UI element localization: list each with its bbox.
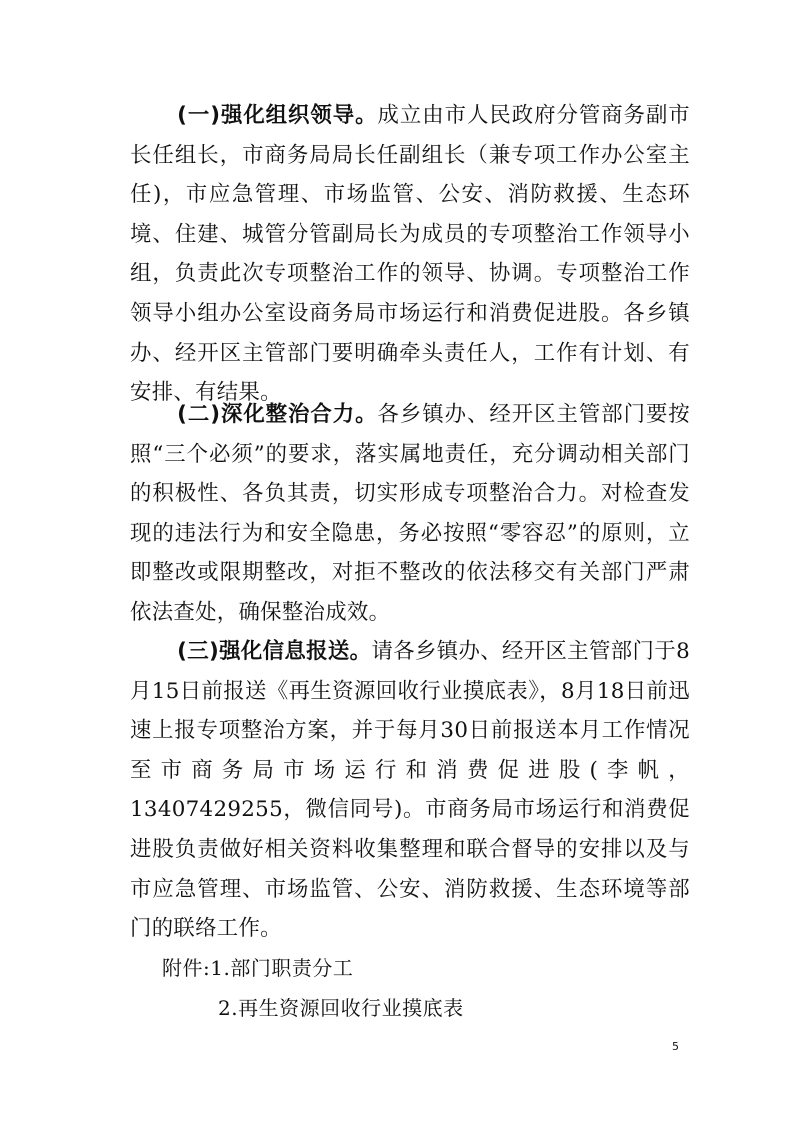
attachment-line-1: 附件:1.部门职责分工 — [162, 956, 354, 980]
section-body: 各乡镇办、经开区主管部门要按照“三个必须”的要求，落实属地责任，充分调动相关部门的积极性、各负其责，切实形成专项整治合力。对检查发现的违法行为和安全隐患，务必按照“零容忍”的原则，立即整改或限期整改，对拒不整改的依法移交有关部门严肃依法查处，确保整治成效。 — [130, 402, 690, 625]
page-number: 5 — [672, 1040, 679, 1053]
section-organization-leadership — [130, 96, 690, 413]
section-heading: (一)强化组织领导。 — [177, 103, 378, 128]
section-body: 请各乡镇办、经开区主管部门于8月15日前报送《再生资源回收行业摸底表》，8月18日前迅速上报专项整治方案，并于每月30日前报送本月工作情况至市商务局市场运行和消费促进股(李帆，13407429255，微信同号)。市商务局市场运行和消费促进股负责做好相关资料收集整理和联合督导的安排以及与市应急管理、市场监管、公安、消防救援、生态环境等部门的联络工作。 — [130, 639, 690, 942]
attachment-line-2: 2.再生资源回收行业摸底表 — [218, 996, 464, 1020]
section-heading: (三)强化信息报送。 — [177, 639, 372, 664]
section-joint-rectification — [130, 395, 690, 633]
section-information-reporting — [130, 632, 690, 949]
section-body: 成立由市人民政府分管商务副市长任组长，市商务局局长任副组长（兼专项工作办公室主任)，市应急管理、市场监管、公安、消防救援、生态环境、住建、城管分管副局长为成员的专项整治工作领导小组，负责此次专项整治工作的领导、协调。专项整治工作领导小组办公室设商务局市场运行和消费促进股。各乡镇办、经开区主管部门要明确牵头责任人，工作有计划、有安排、有结果。 — [130, 103, 690, 406]
section-heading: (二)深化整治合力。 — [177, 402, 378, 427]
